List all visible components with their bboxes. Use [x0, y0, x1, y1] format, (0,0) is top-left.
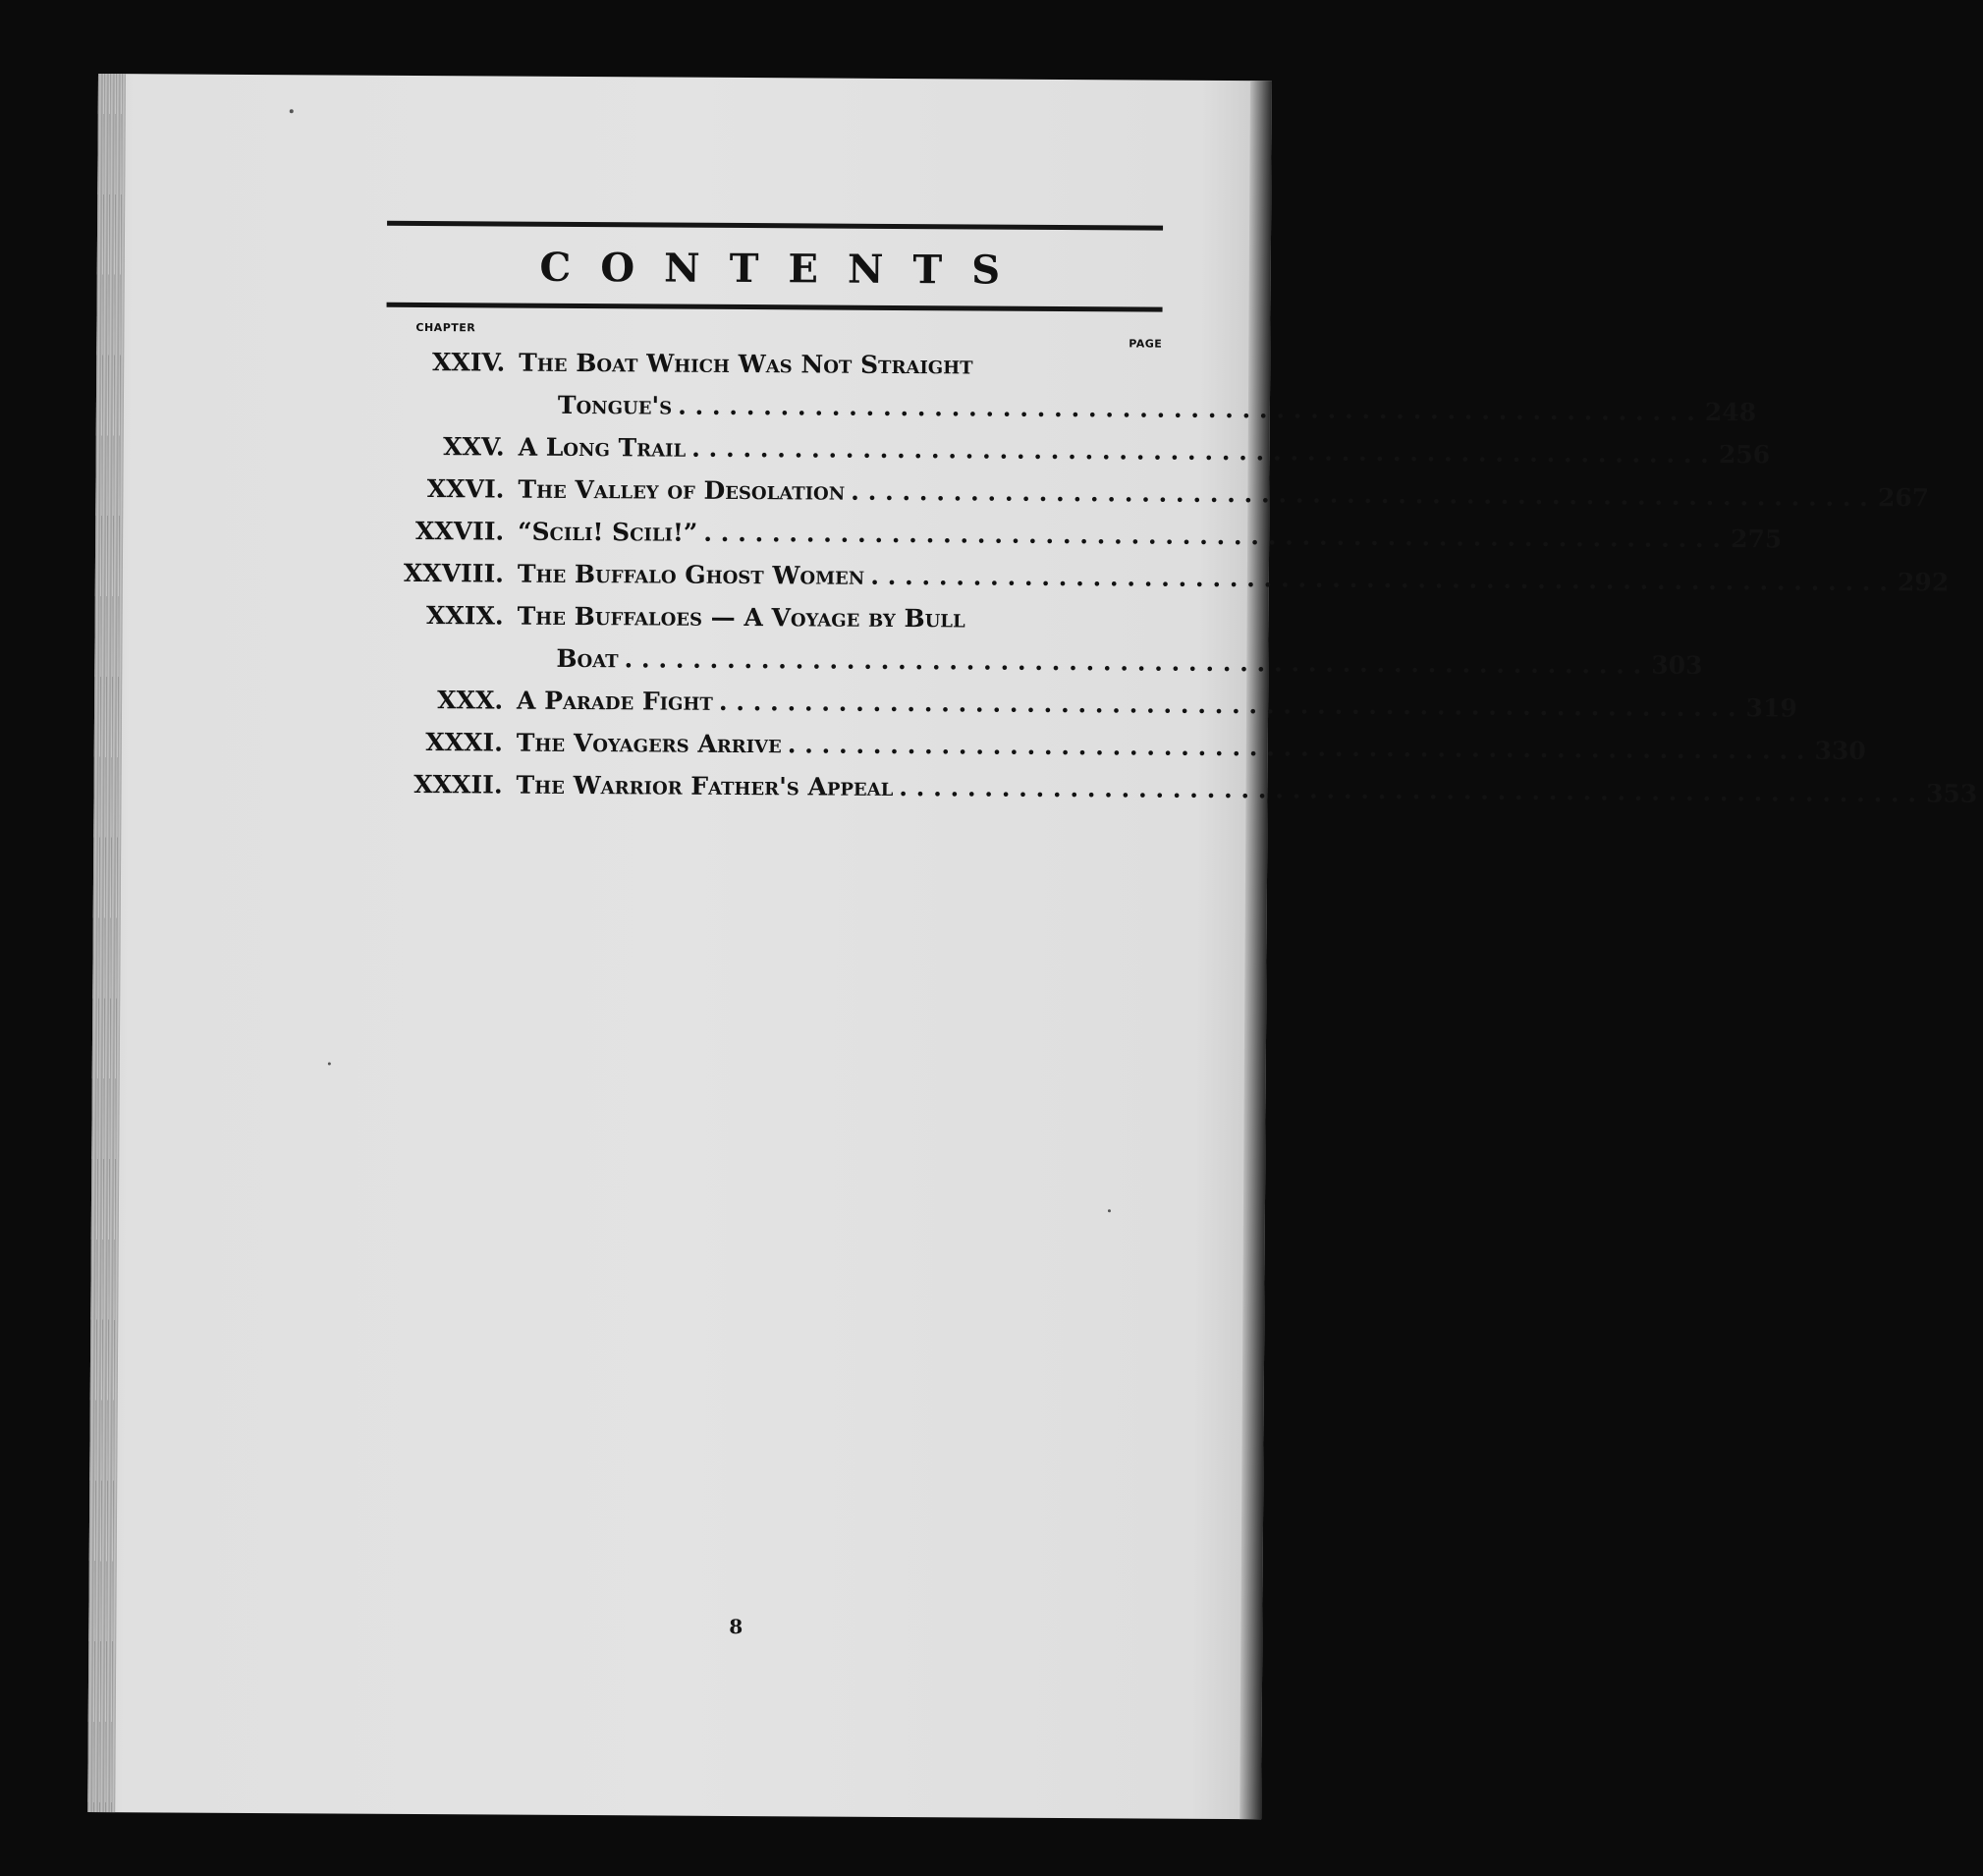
chapter-title-text: The Valley of Desolation — [518, 474, 846, 506]
page-reference: 267 — [1877, 483, 1930, 513]
chapter-number — [386, 413, 519, 414]
toc-entry — [384, 679, 1797, 726]
chapter-title — [517, 637, 1641, 687]
chapter-number: XXV. — [443, 432, 505, 462]
toc-entry — [384, 636, 1703, 684]
chapter-number: XXXI. — [425, 728, 503, 757]
toc-entry — [385, 468, 1930, 515]
page-column-label: PAGE — [1129, 337, 1163, 351]
page-reference: 319 — [1745, 693, 1797, 723]
chapter-number: XXXII. — [413, 769, 503, 800]
chapter-title-text: The Buffaloes — A Voyage by Bull — [517, 601, 965, 634]
book-page — [87, 74, 1978, 1819]
chapter-title-text: Boat — [556, 643, 619, 674]
paper-speck — [1108, 1209, 1111, 1212]
page-binding-edge — [87, 74, 126, 1812]
dot-leader: . . . . . . . . . . . . . . . . . . . . . . . . . . . . . . . . . . . . . . . . . . . . . . . . . . . . . . . . . . . . — [691, 433, 1709, 469]
page-reference: 256 — [1718, 440, 1771, 469]
dot-leader: . . . . . . . . . . . . . . . . . . . . . . . . . . . . . . . . . . . . . . . . . . . . . . . . . . . . . . . . . . . . — [678, 391, 1695, 426]
toc-entry — [386, 383, 1757, 430]
chapter-number — [384, 666, 517, 667]
chapter-number: XXIV. — [431, 348, 506, 377]
chapter-number: XXX. — [437, 686, 504, 715]
page-reference: 275 — [1730, 524, 1783, 554]
chapter-title-text: The Warrior Father's Appeal — [516, 770, 894, 801]
chapter-title — [518, 511, 1721, 560]
page-right-edge — [1239, 81, 1272, 1819]
chapter-title — [519, 342, 1099, 388]
paper-speck — [328, 1062, 331, 1065]
chapter-number: XXVIII. — [403, 558, 504, 588]
page-reference: 353 — [1925, 779, 1978, 808]
contents-block — [383, 221, 1978, 810]
chapter-title — [519, 384, 1695, 433]
toc-entry — [385, 510, 1783, 557]
dot-leader: . . . . . . . . . . . . . . . . . . . . . . . . . . . . . . . . . . . . . . . . . . . . . . . . . . . . . . . . . . . . — [851, 476, 1869, 513]
toc-entry — [384, 721, 1866, 768]
dot-leader: . . . . . . . . . . . . . . . . . . . . . . . . . . . . . . . . . . . . . . . . . . . . . . . . . . . . . . . . . . . . — [870, 561, 1889, 597]
page-reference: 248 — [1704, 397, 1757, 427]
toc-entry — [383, 763, 1978, 810]
chapter-title-text: “Scili! Scili!” — [518, 517, 698, 547]
dot-leader: . . . . . . . . . . . . . . . . . . . . . . . . . . . . . . . . . . . . . . . . . . . . . . . . . . . . . . . . . . . . — [899, 772, 1917, 808]
toc-list — [383, 341, 1978, 810]
chapter-title-text: A Parade Fight — [517, 686, 713, 716]
chapter-column-label: CHAPTER — [415, 320, 476, 335]
chapter-title-text: The Boat Which Was Not Straight — [519, 348, 973, 380]
toc-entry — [386, 341, 1162, 388]
dot-leader: . . . . . . . . . . . . . . . . . . . . . . . . . . . . . . . . . . . . . . . . . . . . . . . . . . . . . . . . . . . . — [624, 644, 1642, 680]
chapter-title — [516, 764, 1916, 815]
chapter-title-text: The Voyagers Arrive — [516, 728, 782, 759]
chapter-title-text: A Long Trail — [518, 432, 687, 463]
chapter-number: XXVII. — [414, 516, 505, 546]
chapter-number: XXVI. — [426, 474, 505, 504]
page-reference: 330 — [1814, 736, 1866, 766]
toc-entry — [385, 594, 1161, 641]
chapter-title-text: The Buffalo Ghost Women — [517, 559, 865, 590]
toc-entry — [386, 425, 1771, 472]
contents-heading: CONTENTS — [539, 244, 1030, 294]
chapter-title — [518, 595, 1098, 641]
chapter-title — [519, 426, 1709, 475]
dot-leader: . . . . . . . . . . . . . . . . . . . . . . . . . . . . . . . . . . . . . . . . . . . . . . . . . . . . . . . . . . . . — [703, 518, 1722, 554]
page-reference: 292 — [1897, 568, 1950, 597]
dot-leader: . . . . . . . . . . . . . . . . . . . . . . . . . . . . . . . . . . . . . . . . . . . . . . . . . . . . . . . . . . . . — [787, 730, 1805, 765]
chapter-title — [517, 680, 1736, 730]
page-reference: 303 — [1651, 650, 1703, 680]
chapter-title-text: Tongue's — [557, 390, 673, 420]
dot-leader: . . . . . . . . . . . . . . . . . . . . . . . . . . . . . . . . . . . . . . . . . . . . . . . . . . . . . . . . . . . . — [718, 687, 1736, 723]
chapter-number: XXIX. — [425, 601, 504, 631]
page-number: 8 — [729, 1614, 744, 1639]
paper-speck — [290, 109, 294, 113]
toc-entry — [385, 552, 1950, 599]
